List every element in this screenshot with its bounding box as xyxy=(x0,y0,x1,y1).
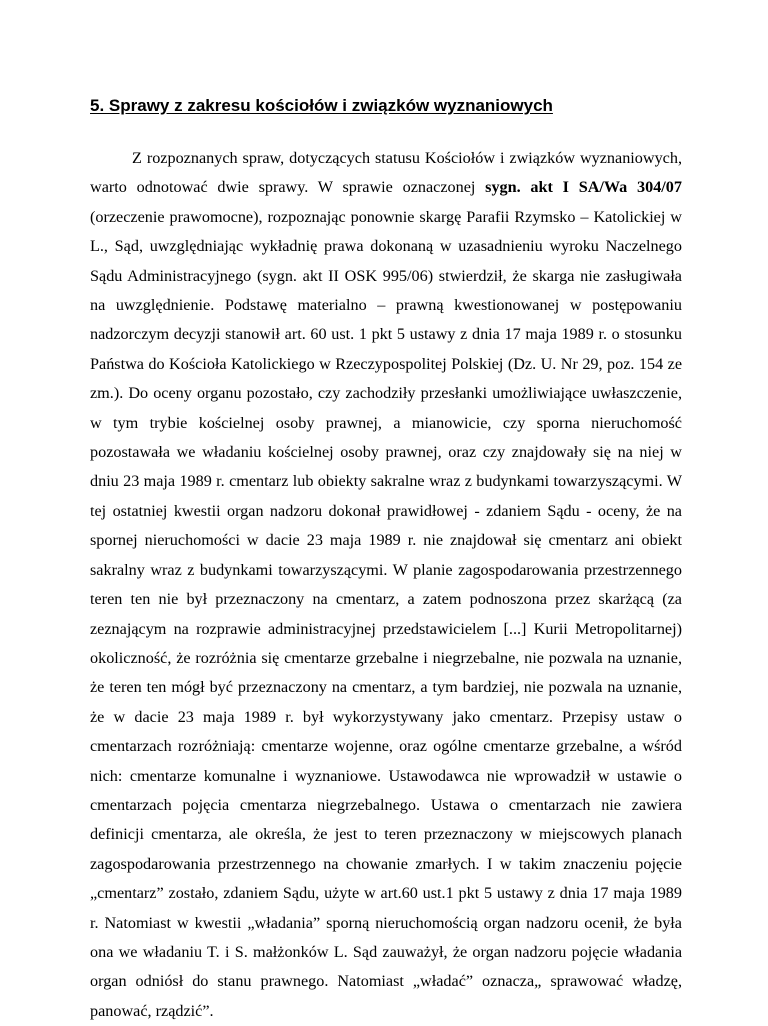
paragraph-body: (orzeczenie prawomocne), rozpoznając ponownie skargę Parafii Rzymsko – Katolickiej w L., Sąd, uwzględniając wykładnię prawa dokonaną w uzasadnieniu wyroku Naczelnego Sądu Administracyjnego (sygn. akt II OSK 995/06) stwierdził, że skarga nie zasługiwała na uwzględnienie. Podstawę materialno – prawną kwestionowanej w postępowaniu nadzorczym decyzji stanowił art. 60 ust. 1 pkt 5 ustawy z dnia 17 maja 1989 r. o stosunku Państwa do Kościoła Katolickiego w Rzeczypospolitej Polskiej (Dz. U. Nr 29, poz. 154 ze zm.). Do oceny organu pozostało, czy zachodziły przesłanki umożliwiające uwłaszczenie, w tym trybie kościelnej osoby prawnej, a mianowicie, czy sporna nieruchomość pozostawała we władaniu kościelnej osoby prawnej, oraz czy znajdowały się na niej w dniu 23 maja 1989 r. cmentarz lub obiekty sakralne wraz z budynkami towarzyszącymi. W tej ostatniej kwestii organ nadzoru dokonał prawidłowej - zdaniem Sądu - oceny, że na spornej nieruchomości w dacie 23 maja 1989 r. nie znajdował się cmentarz ani obiekt sakralny wraz z budynkami towarzyszącymi. W planie zagospodarowania przestrzennego teren ten nie był przeznaczony na cmentarz, a zatem podnoszona przez skarżącą (za zeznającym na rozprawie administracyjnej przedstawicielem [...] Kurii Metropolitarnej) okoliczność, że rozróżnia się cmentarze grzebalne i niegrzebalne, nie pozwala na uznanie, że teren ten mógł być przeznaczony na cmentarz, a tym bardziej, nie pozwala na uznanie, że w dacie 23 maja 1989 r. był wykorzystywany jako cmentarz. Przepisy ustaw o cmentarzach rozróżniają: cmentarze wojenne, oraz ogólne cmentarze grzebalne, a wśród nich: cmentarze komunalne i wyznaniowe. Ustawodawca nie wprowadził w ustawie o cmentarzach pojęcia cmentarza niegrzebalnego. Ustawa o cmentarzach nie zawiera definicji cmentarza, ale określa, że jest to teren przeznaczony w miejscowych planach zagospodarowania przestrzennego na chowanie zmarłych. I w takim znaczeniu pojęcie „cmentarz” zostało, zdaniem Sądu, użyte w art.60 ust.1 pkt 5 ustawy z dnia 17 maja 1989 r. Natomiast w kwestii „władania” sporną nieruchomością organ nadzoru ocenił, że była ona we władaniu T. i S. małżonków L. Sąd zauważył, że organ nadzoru pojęcie władania organ odniósł do stanu prawnego. Natomiast „władać” oznacza„ sprawować władzę, panować, rządzić”. xyxy=(90,207,682,1020)
case-reference: sygn. akt I SA/Wa 304/07 xyxy=(485,178,682,197)
paragraph-intro: Z rozpoznanych spraw, dotyczących statusu Kościołów i związków wyznaniowych, warto odnotować dwie sprawy. W sprawie oznaczonej xyxy=(90,149,682,197)
section-heading: 5. Sprawy z zakresu kościołów i związków wyznaniowych xyxy=(90,96,553,115)
body-paragraph xyxy=(90,144,682,1026)
